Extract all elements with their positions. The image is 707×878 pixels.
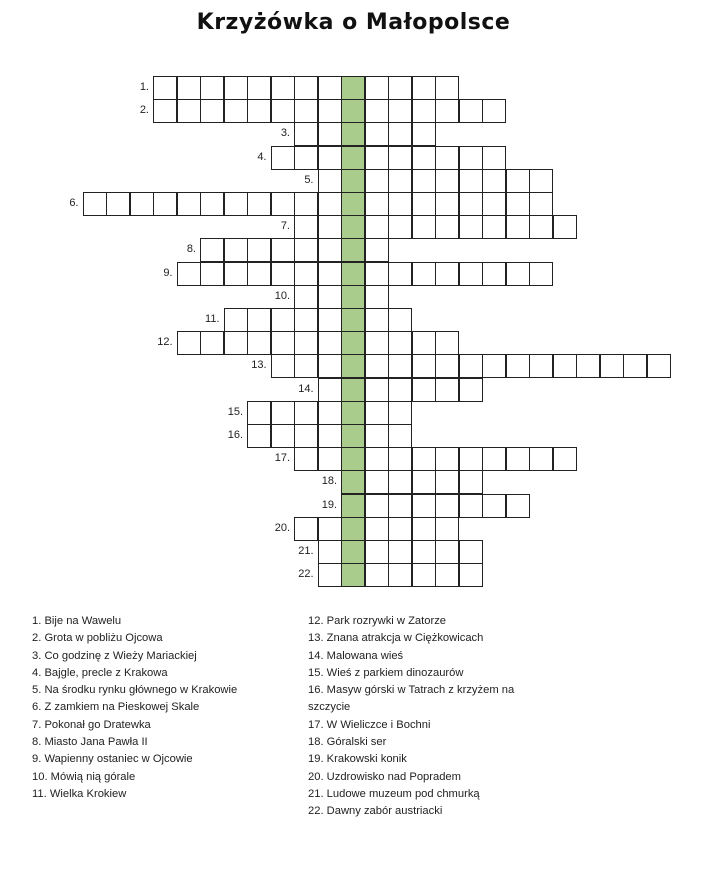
clue: 2. Grota w pobliżu Ojcowa: [32, 632, 163, 645]
row-number-label: 14.: [298, 382, 314, 395]
answer-cell[interactable]: [506, 262, 530, 286]
password-cell[interactable]: [341, 331, 365, 355]
answer-cell[interactable]: [435, 99, 459, 123]
answer-cell[interactable]: [318, 215, 342, 239]
answer-cell[interactable]: [200, 331, 224, 355]
answer-cell[interactable]: [482, 169, 506, 193]
answer-cell[interactable]: [388, 146, 412, 170]
answer-cell[interactable]: [365, 354, 389, 378]
crossword-title: Krzyżówka o Małopolsce: [196, 10, 511, 35]
answer-cell[interactable]: [459, 146, 483, 170]
answer-cell[interactable]: [412, 378, 436, 402]
answer-cell[interactable]: [318, 99, 342, 123]
row-number-label: 8.: [186, 243, 196, 256]
answer-cell[interactable]: [177, 99, 201, 123]
answer-cell[interactable]: [388, 401, 412, 425]
password-cell[interactable]: [341, 354, 365, 378]
row-number-label: 20.: [274, 521, 290, 534]
answer-cell[interactable]: [412, 262, 436, 286]
answer-cell[interactable]: [318, 308, 342, 332]
answer-cell[interactable]: [247, 76, 271, 100]
answer-cell[interactable]: [388, 192, 412, 216]
answer-cell[interactable]: [412, 331, 436, 355]
answer-cell[interactable]: [600, 354, 624, 378]
answer-cell[interactable]: [482, 262, 506, 286]
clue: szczycie: [308, 701, 351, 714]
answer-cell[interactable]: [365, 447, 389, 471]
answer-cell[interactable]: [459, 540, 483, 564]
answer-cell[interactable]: [482, 354, 506, 378]
answer-cell[interactable]: [529, 215, 553, 239]
answer-cell[interactable]: [435, 494, 459, 518]
answer-cell[interactable]: [412, 447, 436, 471]
password-cell[interactable]: [341, 563, 365, 587]
row-number-label: 12.: [157, 336, 173, 349]
answer-cell[interactable]: [318, 447, 342, 471]
answer-cell[interactable]: [271, 99, 295, 123]
clues-right-column: [308, 613, 538, 821]
answer-cell[interactable]: [388, 424, 412, 448]
answer-cell[interactable]: [435, 354, 459, 378]
answer-cell[interactable]: [294, 447, 318, 471]
answer-cell[interactable]: [553, 215, 577, 239]
answer-cell[interactable]: [153, 192, 177, 216]
answer-cell[interactable]: [388, 354, 412, 378]
answer-cell[interactable]: [271, 308, 295, 332]
answer-cell[interactable]: [576, 354, 600, 378]
clue: 14. Malowana wieś: [308, 649, 404, 662]
answer-cell[interactable]: [459, 169, 483, 193]
answer-cell[interactable]: [318, 354, 342, 378]
answer-cell[interactable]: [459, 354, 483, 378]
answer-cell[interactable]: [388, 563, 412, 587]
answer-cell[interactable]: [318, 169, 342, 193]
answer-cell[interactable]: [365, 470, 389, 494]
row-number-label: 15.: [227, 405, 243, 418]
answer-cell[interactable]: [247, 401, 271, 425]
answer-cell[interactable]: [318, 146, 342, 170]
answer-cell[interactable]: [459, 563, 483, 587]
answer-cell[interactable]: [224, 99, 248, 123]
answer-cell[interactable]: [200, 262, 224, 286]
answer-cell[interactable]: [459, 494, 483, 518]
answer-cell[interactable]: [529, 354, 553, 378]
password-cell[interactable]: [341, 378, 365, 402]
answer-cell[interactable]: [271, 192, 295, 216]
answer-cell[interactable]: [224, 331, 248, 355]
answer-cell[interactable]: [224, 192, 248, 216]
answer-cell[interactable]: [412, 192, 436, 216]
answer-cell[interactable]: [294, 308, 318, 332]
answer-cell[interactable]: [435, 192, 459, 216]
answer-cell[interactable]: [388, 494, 412, 518]
answer-cell[interactable]: [318, 563, 342, 587]
answer-cell[interactable]: [529, 447, 553, 471]
answer-cell[interactable]: [435, 517, 459, 541]
answer-cell[interactable]: [459, 99, 483, 123]
answer-cell[interactable]: [294, 192, 318, 216]
clue: 13. Znana atrakcja w Ciężkowicach: [308, 632, 484, 645]
row-number-label: 2.: [139, 104, 149, 117]
answer-cell[interactable]: [318, 238, 342, 262]
row-number-label: 19.: [321, 498, 337, 511]
password-cell[interactable]: [341, 146, 365, 170]
answer-cell[interactable]: [435, 169, 459, 193]
password-cell[interactable]: [341, 99, 365, 123]
answer-cell[interactable]: [271, 262, 295, 286]
answer-cell[interactable]: [435, 331, 459, 355]
answer-cell[interactable]: [459, 262, 483, 286]
clue: 17. W Wieliczce i Bochni: [308, 718, 431, 731]
answer-cell[interactable]: [365, 238, 389, 262]
row-number-label: 9.: [163, 266, 173, 279]
answer-cell[interactable]: [553, 447, 577, 471]
answer-cell[interactable]: [294, 517, 318, 541]
answer-cell[interactable]: [365, 378, 389, 402]
answer-cell[interactable]: [506, 494, 530, 518]
answer-cell[interactable]: [412, 76, 436, 100]
clue: 20. Uzdrowisko nad Popradem: [308, 770, 461, 783]
answer-cell[interactable]: [247, 192, 271, 216]
answer-cell[interactable]: [435, 470, 459, 494]
answer-cell[interactable]: [365, 401, 389, 425]
answer-cell[interactable]: [482, 215, 506, 239]
answer-cell[interactable]: [318, 378, 342, 402]
answer-cell[interactable]: [365, 424, 389, 448]
row-number-label: 18.: [321, 475, 337, 488]
answer-cell[interactable]: [506, 169, 530, 193]
answer-cell[interactable]: [412, 354, 436, 378]
answer-cell[interactable]: [412, 563, 436, 587]
answer-cell[interactable]: [271, 401, 295, 425]
answer-cell[interactable]: [435, 563, 459, 587]
answer-cell[interactable]: [529, 262, 553, 286]
clue: 19. Krakowski konik: [308, 753, 407, 766]
answer-cell[interactable]: [388, 540, 412, 564]
answer-cell[interactable]: [365, 262, 389, 286]
answer-cell[interactable]: [294, 99, 318, 123]
answer-cell[interactable]: [482, 494, 506, 518]
answer-cell[interactable]: [271, 354, 295, 378]
answer-cell[interactable]: [294, 331, 318, 355]
answer-cell[interactable]: [459, 447, 483, 471]
answer-cell[interactable]: [318, 76, 342, 100]
answer-cell[interactable]: [247, 308, 271, 332]
answer-cell[interactable]: [177, 262, 201, 286]
answer-cell[interactable]: [318, 122, 342, 146]
clue: 7. Pokonał go Dratewka: [32, 718, 151, 731]
answer-cell[interactable]: [412, 470, 436, 494]
answer-cell[interactable]: [177, 76, 201, 100]
answer-cell[interactable]: [529, 192, 553, 216]
answer-cell[interactable]: [365, 563, 389, 587]
row-number-label: 17.: [274, 452, 290, 465]
answer-cell[interactable]: [294, 401, 318, 425]
clue: 3. Co godzinę z Wieży Mariackiej: [32, 649, 197, 662]
row-number-label: 10.: [274, 289, 290, 302]
clue: 4. Bajgle, precle z Krakowa: [32, 666, 168, 679]
answer-cell[interactable]: [224, 76, 248, 100]
password-cell[interactable]: [341, 262, 365, 286]
row-number-label: 3.: [280, 127, 290, 140]
answer-cell[interactable]: [482, 99, 506, 123]
row-number-label: 5.: [304, 173, 314, 186]
answer-cell[interactable]: [482, 192, 506, 216]
answer-cell[interactable]: [459, 470, 483, 494]
answer-cell[interactable]: [365, 331, 389, 355]
answer-cell[interactable]: [294, 262, 318, 286]
answer-cell[interactable]: [200, 192, 224, 216]
answer-cell[interactable]: [459, 215, 483, 239]
clue: 9. Wapienny ostaniec w Ojcowie: [32, 753, 193, 766]
answer-cell[interactable]: [294, 146, 318, 170]
answer-cell[interactable]: [200, 238, 224, 262]
answer-cell[interactable]: [388, 308, 412, 332]
answer-cell[interactable]: [365, 169, 389, 193]
answer-cell[interactable]: [271, 331, 295, 355]
row-number-label: 11.: [205, 313, 220, 325]
answer-cell[interactable]: [271, 238, 295, 262]
answer-cell[interactable]: [271, 146, 295, 170]
answer-cell[interactable]: [388, 122, 412, 146]
answer-cell[interactable]: [388, 517, 412, 541]
answer-cell[interactable]: [294, 285, 318, 309]
answer-cell[interactable]: [318, 262, 342, 286]
password-cell[interactable]: [341, 285, 365, 309]
clue: 11. Wielka Krokiew: [32, 787, 127, 800]
row-number-label: 6.: [69, 197, 79, 209]
clue: 18. Góralski ser: [308, 736, 387, 749]
answer-cell[interactable]: [553, 354, 577, 378]
answer-cell[interactable]: [153, 99, 177, 123]
answer-cell[interactable]: [224, 308, 248, 332]
answer-cell[interactable]: [388, 331, 412, 355]
answer-cell[interactable]: [365, 308, 389, 332]
row-number-label: 1.: [139, 81, 149, 93]
clue: 8. Miasto Jana Pawła II: [32, 736, 148, 749]
answer-cell[interactable]: [318, 401, 342, 425]
answer-cell[interactable]: [130, 192, 154, 216]
answer-cell[interactable]: [506, 215, 530, 239]
answer-cell[interactable]: [200, 76, 224, 100]
answer-cell[interactable]: [294, 238, 318, 262]
answer-cell[interactable]: [412, 99, 436, 123]
answer-cell[interactable]: [224, 262, 248, 286]
answer-cell[interactable]: [435, 262, 459, 286]
answer-cell[interactable]: [435, 76, 459, 100]
password-cell[interactable]: [341, 517, 365, 541]
row-number-label: 16.: [227, 429, 243, 441]
answer-cell[interactable]: [529, 169, 553, 193]
answer-cell[interactable]: [177, 192, 201, 216]
answer-cell[interactable]: [294, 76, 318, 100]
answer-cell[interactable]: [412, 517, 436, 541]
row-number-label: 7.: [280, 220, 290, 233]
clue: 15. Wieś z parkiem dinozaurów: [308, 666, 464, 679]
answer-cell[interactable]: [482, 447, 506, 471]
clue: 10. Mówią nią górale: [32, 770, 136, 783]
answer-cell[interactable]: [177, 331, 201, 355]
answer-cell[interactable]: [435, 215, 459, 239]
answer-cell[interactable]: [388, 470, 412, 494]
answer-cell[interactable]: [318, 517, 342, 541]
answer-cell[interactable]: [388, 262, 412, 286]
row-number-label: 13.: [251, 359, 267, 372]
answer-cell[interactable]: [224, 238, 248, 262]
answer-cell[interactable]: [365, 122, 389, 146]
password-cell[interactable]: [341, 122, 365, 146]
answer-cell[interactable]: [482, 146, 506, 170]
answer-cell[interactable]: [388, 76, 412, 100]
answer-cell[interactable]: [388, 215, 412, 239]
answer-cell[interactable]: [365, 540, 389, 564]
password-cell[interactable]: [341, 494, 365, 518]
answer-cell[interactable]: [294, 215, 318, 239]
answer-cell[interactable]: [83, 192, 107, 216]
answer-cell[interactable]: [365, 215, 389, 239]
answer-cell[interactable]: [294, 424, 318, 448]
password-cell[interactable]: [341, 192, 365, 216]
answer-cell[interactable]: [200, 99, 224, 123]
clue: 1. Bije na Wawelu: [32, 615, 122, 627]
answer-cell[interactable]: [506, 354, 530, 378]
password-cell[interactable]: [341, 76, 365, 100]
answer-cell[interactable]: [247, 99, 271, 123]
row-number-label: 22.: [298, 568, 314, 581]
row-number-label: 4.: [257, 150, 267, 163]
answer-cell[interactable]: [647, 354, 671, 378]
answer-cell[interactable]: [365, 192, 389, 216]
password-cell[interactable]: [341, 540, 365, 564]
row-number-label: 21.: [298, 545, 314, 557]
clue: 6. Z zamkiem na Pieskowej Skale: [32, 701, 200, 714]
answer-cell[interactable]: [294, 122, 318, 146]
password-cell[interactable]: [341, 401, 365, 425]
answer-cell[interactable]: [247, 424, 271, 448]
answer-cell[interactable]: [271, 424, 295, 448]
clue: 12. Park rozrywki w Zatorze: [308, 615, 447, 627]
password-cell[interactable]: [341, 238, 365, 262]
password-cell[interactable]: [341, 169, 365, 193]
answer-cell[interactable]: [388, 447, 412, 471]
answer-cell[interactable]: [365, 285, 389, 309]
answer-cell[interactable]: [459, 192, 483, 216]
clues-left-column: [32, 613, 302, 803]
answer-cell[interactable]: [365, 146, 389, 170]
answer-cell[interactable]: [459, 378, 483, 402]
answer-cell[interactable]: [318, 331, 342, 355]
answer-cell[interactable]: [412, 215, 436, 239]
answer-cell[interactable]: [294, 354, 318, 378]
answer-cell[interactable]: [247, 262, 271, 286]
answer-cell[interactable]: [412, 146, 436, 170]
answer-cell[interactable]: [412, 122, 436, 146]
answer-cell[interactable]: [388, 169, 412, 193]
clue: 16. Masyw górski w Tatrach z krzyżem na: [308, 684, 515, 697]
answer-cell[interactable]: [365, 99, 389, 123]
clue: 22. Dawny zabór austriacki: [308, 805, 443, 818]
answer-cell[interactable]: [506, 447, 530, 471]
answer-cell[interactable]: [435, 146, 459, 170]
answer-cell[interactable]: [412, 494, 436, 518]
answer-cell[interactable]: [247, 331, 271, 355]
answer-cell[interactable]: [365, 517, 389, 541]
answer-cell[interactable]: [318, 540, 342, 564]
answer-cell[interactable]: [388, 378, 412, 402]
password-cell[interactable]: [341, 308, 365, 332]
answer-cell[interactable]: [318, 285, 342, 309]
answer-cell[interactable]: [318, 424, 342, 448]
password-cell[interactable]: [341, 447, 365, 471]
answer-cell[interactable]: [506, 192, 530, 216]
clue: 5. Na środku rynku głównego w Krakowie: [32, 684, 238, 697]
answer-cell[interactable]: [435, 378, 459, 402]
answer-cell[interactable]: [412, 540, 436, 564]
answer-cell[interactable]: [623, 354, 647, 378]
answer-cell[interactable]: [318, 192, 342, 216]
answer-cell[interactable]: [365, 494, 389, 518]
clue: 21. Ludowe muzeum pod chmurką: [308, 787, 480, 800]
answer-cell[interactable]: [153, 76, 177, 100]
answer-cell[interactable]: [388, 99, 412, 123]
password-cell[interactable]: [341, 470, 365, 494]
answer-cell[interactable]: [271, 76, 295, 100]
answer-cell[interactable]: [106, 192, 130, 216]
answer-cell[interactable]: [435, 540, 459, 564]
password-cell[interactable]: [341, 215, 365, 239]
answer-cell[interactable]: [365, 76, 389, 100]
answer-cell[interactable]: [412, 169, 436, 193]
answer-cell[interactable]: [247, 238, 271, 262]
password-cell[interactable]: [341, 424, 365, 448]
answer-cell[interactable]: [435, 447, 459, 471]
